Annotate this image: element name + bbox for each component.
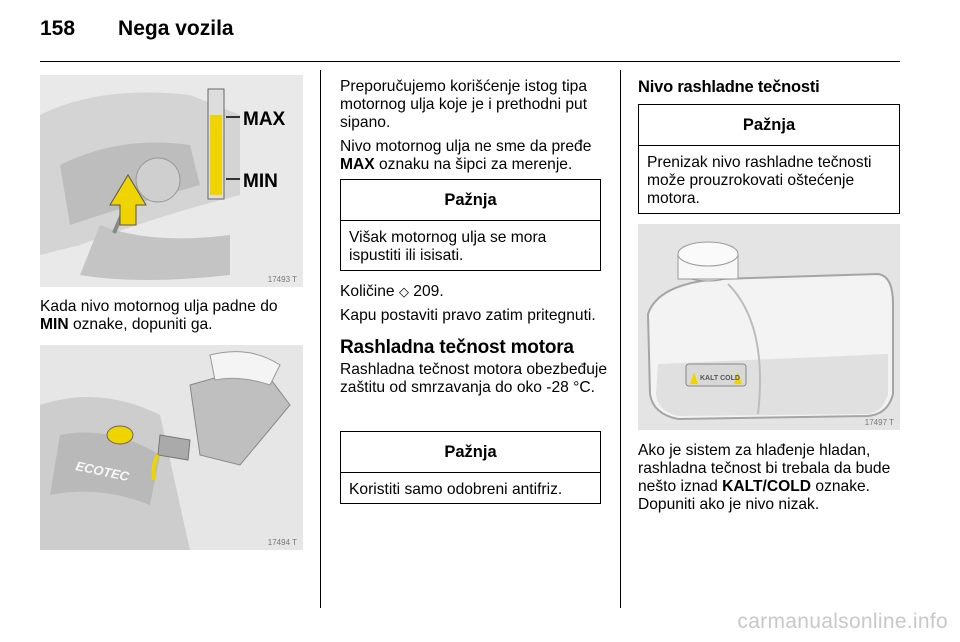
column-2-mid-text: Količine ◇ 209. Kapu postaviti pravo zatim pritegnuti. Rashladna tečnost motora Rashladna tečnost motora obezbeđuje zaštitu od smrzavanja do oko -28 °C. bbox=[340, 283, 612, 403]
figure-number: 17494 T bbox=[267, 538, 297, 547]
warning-text: Višak motornog ulja se mora ispustiti ili isisati. bbox=[349, 229, 547, 264]
coolant-paragraph: Rashladna tečnost motora obezbeđuje zaštitu od smrzavanja do oko -28 °C. bbox=[340, 361, 608, 396]
column-divider-1 bbox=[320, 70, 321, 608]
page-reference-link[interactable]: 209. bbox=[413, 283, 444, 300]
watermark: carmanualsonline.info bbox=[737, 610, 948, 633]
figure-number: 17497 T bbox=[864, 418, 894, 427]
section-heading-coolant: Rashladna tečnost motora bbox=[340, 337, 574, 358]
oil-can-illustration bbox=[40, 345, 303, 550]
recommendation-paragraph: Preporučujemo korišćenje istog tipa motornog ulja koje je i prethodni put sipano. bbox=[340, 78, 588, 131]
max-paragraph: Nivo motornog ulja ne sme da pređe MAX oznaku na šipci za merenje. bbox=[340, 138, 592, 173]
warning-title: Pažnja bbox=[341, 180, 600, 221]
kalt-cold-marker-text: KALT/COLD bbox=[722, 478, 812, 495]
section-heading-coolant-level: Nivo rashladne tečnosti bbox=[638, 78, 820, 96]
warning-box-antifreeze bbox=[340, 431, 601, 504]
warning-text: Prenizak nivo rashladne tečnosti može prouzrokovati oštećenje motora. bbox=[647, 154, 872, 207]
warning-title: Pažnja bbox=[639, 105, 899, 146]
page-reference-icon[interactable]: ◇ bbox=[398, 284, 409, 299]
column-divider-2 bbox=[620, 70, 621, 608]
figure-oil-dipstick bbox=[40, 75, 303, 287]
oil-refill-text: Kada nivo motornog ulja padne do MIN oznake, dopuniti ga. bbox=[40, 298, 278, 333]
warning-text: Koristiti samo odobreni antifriz. bbox=[349, 481, 563, 498]
page-header bbox=[40, 17, 234, 41]
cap-paragraph: Kapu postaviti pravo zatim pritegnuti. bbox=[340, 307, 596, 324]
kalt-cold-label: KALT COLD bbox=[700, 375, 740, 382]
page-number: 158 bbox=[40, 17, 76, 40]
ecotec-brand: ECOTEC bbox=[74, 458, 131, 485]
figure-oil-filling bbox=[40, 345, 303, 550]
coolant-tank-illustration bbox=[638, 224, 900, 430]
figure-number: 17493 T bbox=[267, 275, 297, 284]
engine-dipstick-illustration bbox=[40, 75, 303, 287]
warning-box-oil-excess bbox=[340, 179, 601, 271]
min-label: MIN bbox=[243, 171, 278, 192]
warning-title: Pažnja bbox=[341, 432, 600, 473]
figure-coolant-tank bbox=[638, 224, 900, 430]
warning-box-coolant-low bbox=[638, 104, 900, 214]
min-marker-text: MIN bbox=[40, 316, 69, 333]
coolant-level-text: Ako je sistem za hlađenje hladan, rashladna tečnost bi trebala da bude nešto iznad KALT/COLD oznake. Dopuniti ako je nivo nizak. bbox=[638, 442, 891, 513]
max-label: MAX bbox=[243, 109, 286, 130]
header-rule bbox=[40, 61, 900, 62]
page-title: Nega vozila bbox=[118, 17, 234, 40]
column-2-top-text bbox=[340, 78, 608, 180]
